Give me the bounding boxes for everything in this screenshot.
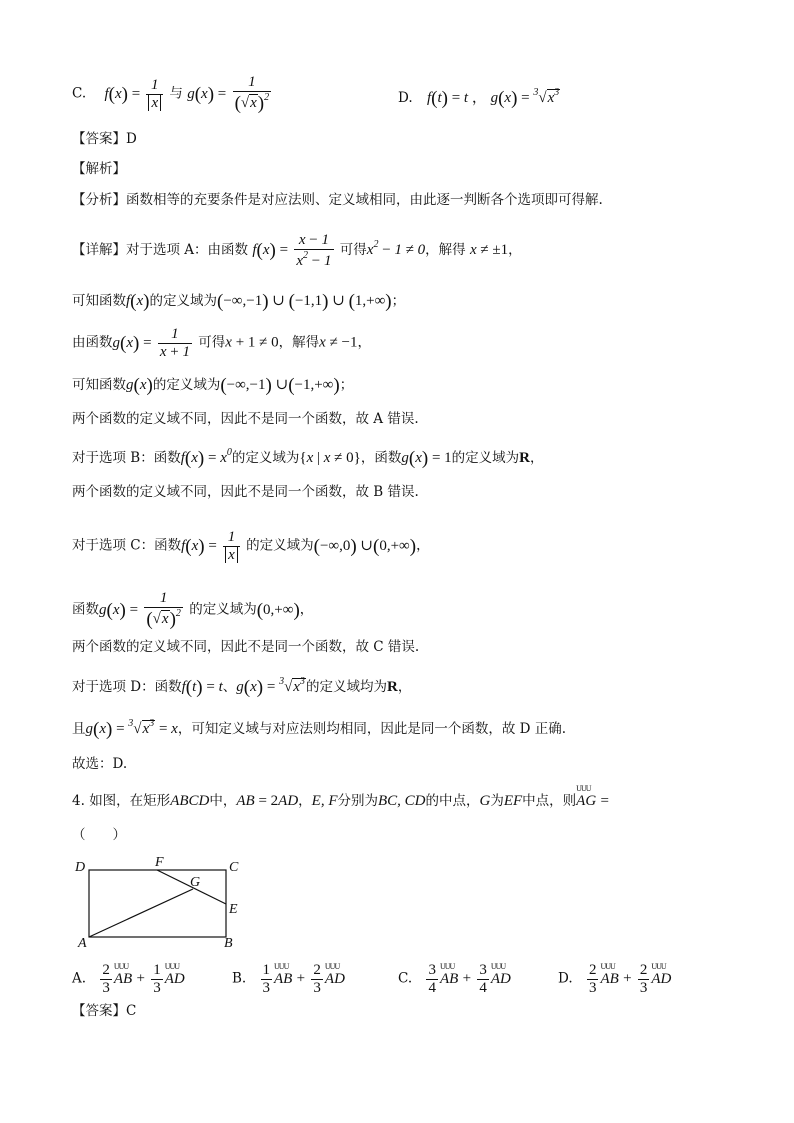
q4-stem: 4. 如图，在矩形ABCD中，AB = 2AD，E, F分别为BC, CD的中点，G为EF中点，则UUU AG = (72, 794, 609, 809)
text: ， (298, 793, 312, 809)
q3-choose: 故选：D. (72, 756, 128, 772)
option-label: B. (232, 970, 247, 987)
q3-fenxi (72, 194, 603, 208)
text: 的定义域为 (231, 450, 300, 466)
text: 对于选项 B：函数 (72, 450, 181, 466)
text: 可知函数 (72, 293, 126, 309)
label-e: E (229, 902, 238, 917)
label-b: B (224, 936, 233, 951)
text: 、 (222, 679, 237, 695)
q3-option-c: C. f(x) = $\frac{1}{x}$ 与 g(x) = $\frac{1}{(√x)^2}$ (72, 74, 270, 114)
q3-option-d: D. f(t) = t ， $g(x) = ^3√x^3$ (398, 87, 560, 109)
text: ，函数 (360, 450, 402, 466)
text: ，解得 (425, 242, 466, 258)
q3-detail-b1: 对于选项 B：函数$f(x) = x^0$的定义域为{x | x ≠ 0}，函数g(x) = 1的定义域为R， (72, 447, 544, 469)
q3-option-c-label: C. (72, 85, 87, 102)
q3-detail-a4: 可知函数g(x)的定义域为(−∞,−1) ∪(−1,+∞)； (72, 375, 354, 396)
q3-detail-d2: 且$g(x) = ^3√x^3 = x$，可知定义域与对应法则均相同，因此是同一个函数，故 D 正确. (72, 718, 567, 740)
q3-detail-a5: 两个函数的定义域不同，因此不是同一个函数，故 A 错误. (72, 411, 419, 427)
answer-value: C (126, 1003, 137, 1019)
q4-option-a: A. $\frac{2}{3}$ UUU AB + $\frac{1}{3}$ UUU AD (72, 962, 185, 996)
answer-value: D (126, 131, 137, 147)
option-label: D. (558, 970, 573, 987)
label-d: D (75, 860, 86, 875)
text: 中点，则 (522, 793, 577, 809)
text: 中， (209, 793, 237, 809)
option-label: C. (398, 970, 413, 987)
text: 函数 (72, 601, 99, 618)
q3-option-d-label: D. (398, 90, 413, 106)
text: 的定义域为 (246, 537, 314, 554)
text: 分别为 (337, 793, 378, 809)
label-g: G (190, 875, 201, 890)
q3-detail-a2: 可知函数f(x)的定义域为(−∞,−1) ∪ (−1,1) ∪ (1,+∞)； (72, 291, 406, 312)
text: 且 (72, 721, 86, 737)
q4-option-c: C. $\frac{3}{4}$ UUU AB + $\frac{3}{4}$ UUU AD (398, 962, 511, 996)
answer-tag: 【答案】 (72, 131, 126, 147)
fenxi-tag: 【分析】 (72, 192, 126, 208)
text: ，解得 (278, 334, 320, 351)
text: 可得 (339, 242, 367, 258)
label-f: F (155, 855, 164, 870)
q3-detail-c3: 两个函数的定义域不同，因此不是同一个函数，故 C 错误. (72, 639, 420, 655)
label-c: C (229, 860, 239, 875)
option-label: A. (72, 970, 87, 987)
text: 的定义域为 (451, 450, 520, 466)
detail-tag: 【详解】 (72, 242, 126, 258)
text: 由函数 (72, 334, 113, 351)
q3-detail-d1: 对于选项 D：函数f(t) = t、$g(x) = ^3√x^3$的定义域均为R， (72, 676, 412, 698)
segment-ag (89, 889, 193, 937)
text: 如图，在矩形 (89, 793, 171, 809)
text: 对于选项 C：函数 (72, 537, 182, 554)
text: 对于选项 A：由函数 (126, 242, 249, 258)
text: 的定义域为 (189, 601, 257, 618)
q3-analysis-tag: 【解析】 (72, 161, 126, 177)
text: ，可知定义域与对应法则均相同，因此是同一个函数，故 D 正确. (177, 721, 567, 737)
q3-detail-b2: 两个函数的定义域不同，因此不是同一个函数，故 B 错误. (72, 484, 419, 500)
q4-answer (72, 1005, 136, 1019)
q3-answer (72, 133, 137, 147)
question-number: 4. (72, 793, 85, 809)
q3-detail-a1: 【详解】对于选项 A：由函数 f(x) = $\frac{x - 1}{x^2 - 1}$ 可得$x^2 - 1 \ne 0$，解得 x ≠ ±1， (72, 232, 522, 269)
q3-detail-a3: 由函数g(x) = $\frac{1}{x + 1}$ 可得x + 1 ≠ 0，解得x ≠ −1， (72, 326, 372, 360)
text: 的定义域均为 (305, 679, 387, 695)
q4-blank: （ ） (72, 827, 126, 843)
text: 的定义域为 (152, 377, 221, 393)
answer-tag: 【答案】 (72, 1003, 126, 1019)
text: 可得 (198, 334, 226, 351)
fenxi-text: 函数相等的充要条件是对应法则、定义域相同，由此逐一判断各个选项即可得解. (126, 192, 603, 208)
text: 可知函数 (72, 377, 126, 393)
q4-option-d: D. $\frac{2}{3}$ UUU AB + $\frac{2}{3}$ UUU AD (558, 962, 671, 996)
text: 的中点， (425, 793, 480, 809)
text: 为 (490, 793, 504, 809)
q4-rectangle-figure (72, 852, 252, 954)
q4-option-b: B. $\frac{1}{3}$ UUU AB + $\frac{2}{3}$ UUU AD (232, 962, 345, 996)
q3-detail-c1: 对于选项 C：函数f(x) = $\frac{1}{x}$ 的定义域为(−∞,0) ∪(0,+∞)， (72, 529, 430, 563)
label-a: A (78, 936, 87, 951)
text: 对于选项 D：函数 (72, 679, 182, 695)
text: 的定义域为 (149, 293, 217, 309)
q3-detail-c2: 函数g(x) = $\frac{1}{(√x)^2}$ 的定义域为(0,+∞)， (72, 590, 314, 630)
q3-option-c-connector: 与 (169, 85, 183, 102)
